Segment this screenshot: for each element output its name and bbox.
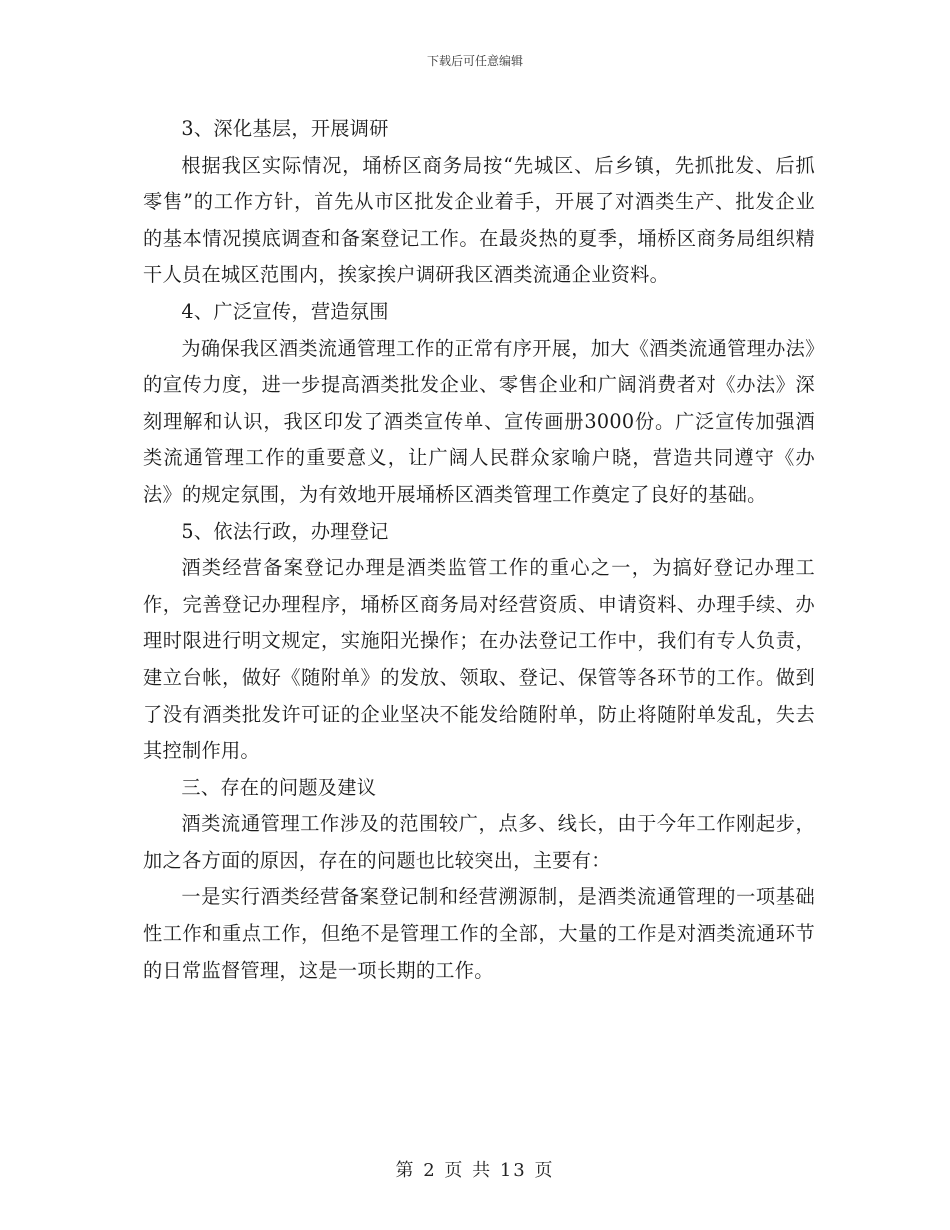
page-header: 下载后可任意编辑 [426, 54, 523, 68]
section-heading: 3、深化基层，开展调研 [181, 117, 389, 140]
paragraph: 一是实行酒类经营备案登记制和经营溯源制，是酒类流通管理的一项基础性工作和重点工作，但绝不是管理工作的全部，大量的工作是对酒类流通环节的日常监督管理，这是一项长期的工作。 [143, 885, 815, 982]
section-investigation [143, 111, 815, 294]
section-heading: 4、广泛宣传，营造氛围 [181, 299, 389, 323]
section-problems [143, 770, 815, 990]
paragraph: 为确保我区酒类流通管理工作的正常有序开展，加大《酒类流通管理办法》的宣传力度，进一步提高酒类批发企业、零售企业和广阔消费者对《办法》深刻理解和认识，我区印发了酒类宣传单、宣传画册3000份。广泛宣传加强酒类流通管理工作的重要意义，让广阔人民群众家喻户晓，营造共同遵守《办法》的规定氛围，为有效地开展埇桥区酒类管理工作奠定了良好的基础。 [143, 336, 815, 506]
section-publicity [143, 294, 815, 514]
section-heading: 5、依法行政，办理登记 [181, 519, 389, 543]
paragraph: 酒类经营备案登记办理是酒类监管工作的重心之一，为搞好登记办理工作，完善登记办理程序，埇桥区商务局对经营资质、申请资料、办理手续、办理时限进行明文规定，实施阳光操作；在办法登记工作中，我们有专人负责，建立台帐，做好《随附单》的发放、领取、登记、保管等各环节的工作。做到了没有酒类批发许可证的企业坚决不能发给随附单，防止将随附单发乱，失去其控制作用。 [143, 556, 815, 763]
paragraph: 酒类流通管理工作涉及的范围较广，点多、线长，由于今年工作刚起步，加之各方面的原因，存在的问题也比较突出，主要有： [143, 812, 815, 872]
document-body [143, 111, 815, 989]
paragraph: 根据我区实际情况，埇桥区商务局按“先城区、后乡镇，先抓批发、后抓零售”的工作方针，首先从市区批发企业着手，开展了对酒类生产、批发企业的基本情况摸底调查和备案登记工作。在最炎热的夏季，埇桥区商务局组织精干人员在城区范围内，挨家挨户调研我区酒类流通企业资料。 [143, 153, 815, 287]
section-heading: 三、存在的问题及建议 [181, 775, 377, 799]
page-number: 第 2 页 共 13 页 [395, 1160, 555, 1181]
section-registration [143, 514, 815, 770]
